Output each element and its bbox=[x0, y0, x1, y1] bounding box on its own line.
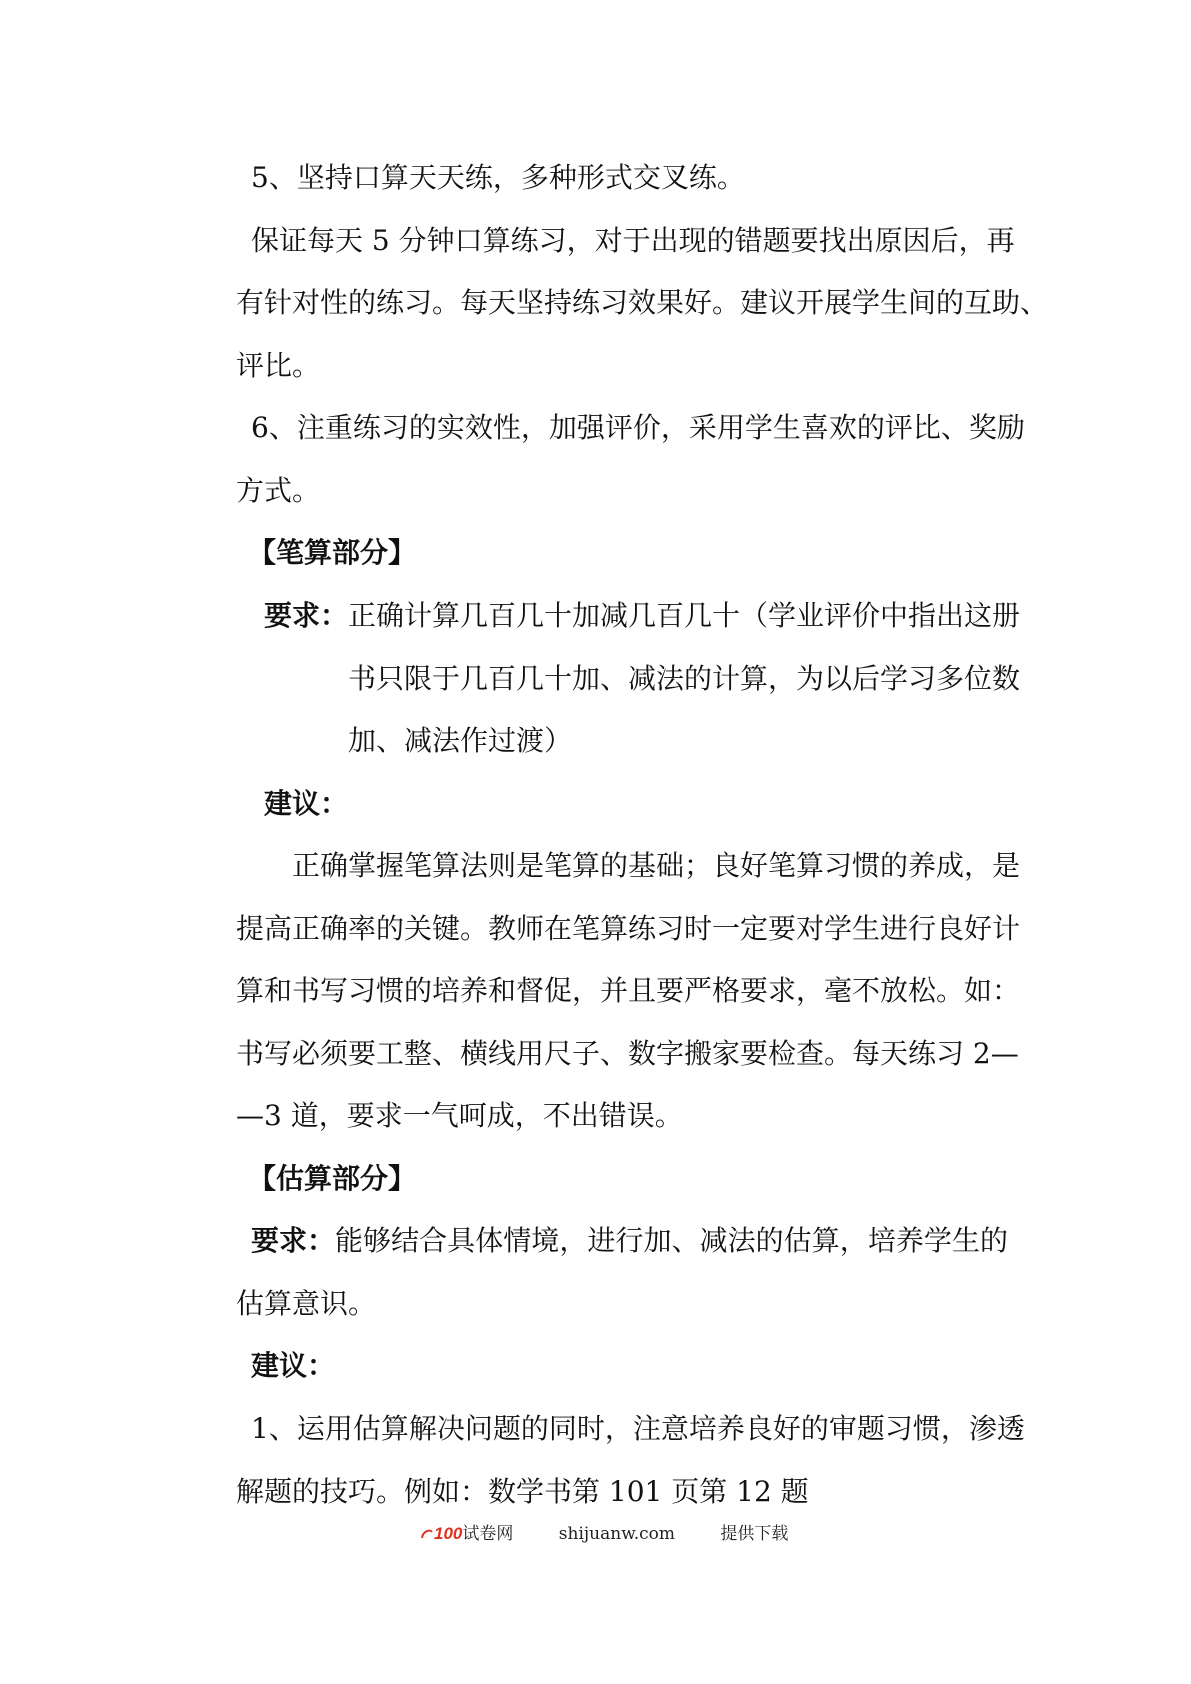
text-line: 1、运用估算解决问题的同时，注意培养良好的审题习惯，渗透 bbox=[251, 1412, 1025, 1445]
text-line: 书写必须要工整、横线用尺子、数字搬家要检查。每天练习 2— bbox=[236, 1037, 1019, 1070]
suggestion-label: 建议： bbox=[251, 1349, 336, 1382]
text-line: 正确掌握笔算法则是笔算的基础；良好笔算习惯的养成，是 bbox=[292, 849, 1021, 882]
requirement-label: 要求： bbox=[264, 599, 349, 632]
text-line: 书只限于几百几十加、减法的计算，为以后学习多位数 bbox=[348, 662, 1021, 695]
download-note: 提供下载 bbox=[720, 1524, 789, 1544]
logo-number: 100 bbox=[434, 1524, 463, 1543]
text-line: 加、减法作过渡） bbox=[348, 724, 573, 757]
text-line: 5、坚持口算天天练，多种形式交叉练。 bbox=[251, 161, 745, 194]
text-line: 正确计算几百几十加减几百几十（学业评价中指出这册 bbox=[348, 599, 1021, 632]
footer bbox=[420, 1520, 788, 1548]
suggestion-label: 建议： bbox=[264, 787, 349, 820]
text-line: 评比。 bbox=[236, 349, 321, 382]
site-domain: shijuanw.com bbox=[558, 1524, 676, 1544]
text-line: 有针对性的练习。每天坚持练习效果好。建议开展学生间的互助、 bbox=[236, 286, 1049, 319]
section-heading: 【笔算部分】 bbox=[248, 536, 417, 569]
section-heading: 【估算部分】 bbox=[248, 1162, 417, 1195]
site-name: 试卷网 bbox=[462, 1524, 514, 1544]
text-line: 解题的技巧。例如：数学书第 101 页第 12 题 bbox=[236, 1475, 809, 1508]
requirement-label: 要求： bbox=[251, 1224, 336, 1257]
text-line: 算和书写习惯的培养和督促，并且要严格要求，毫不放松。如： bbox=[236, 974, 1021, 1007]
text-line: 保证每天 5 分钟口算练习，对于出现的错题要找出原因后，再 bbox=[251, 224, 1015, 257]
text-line: 方式。 bbox=[236, 474, 321, 507]
text-line: 能够结合具体情境，进行加、减法的估算，培养学生的 bbox=[335, 1224, 1008, 1257]
logo-swirl-icon bbox=[420, 1522, 434, 1550]
text-line: 6、注重练习的实效性，加强评价，采用学生喜欢的评比、奖励 bbox=[251, 411, 1025, 444]
text-line: 估算意识。 bbox=[236, 1287, 377, 1320]
text-line: —3 道，要求一气呵成，不出错误。 bbox=[236, 1099, 683, 1132]
text-line: 提高正确率的关键。教师在笔算练习时一定要对学生进行良好计 bbox=[236, 912, 1021, 945]
